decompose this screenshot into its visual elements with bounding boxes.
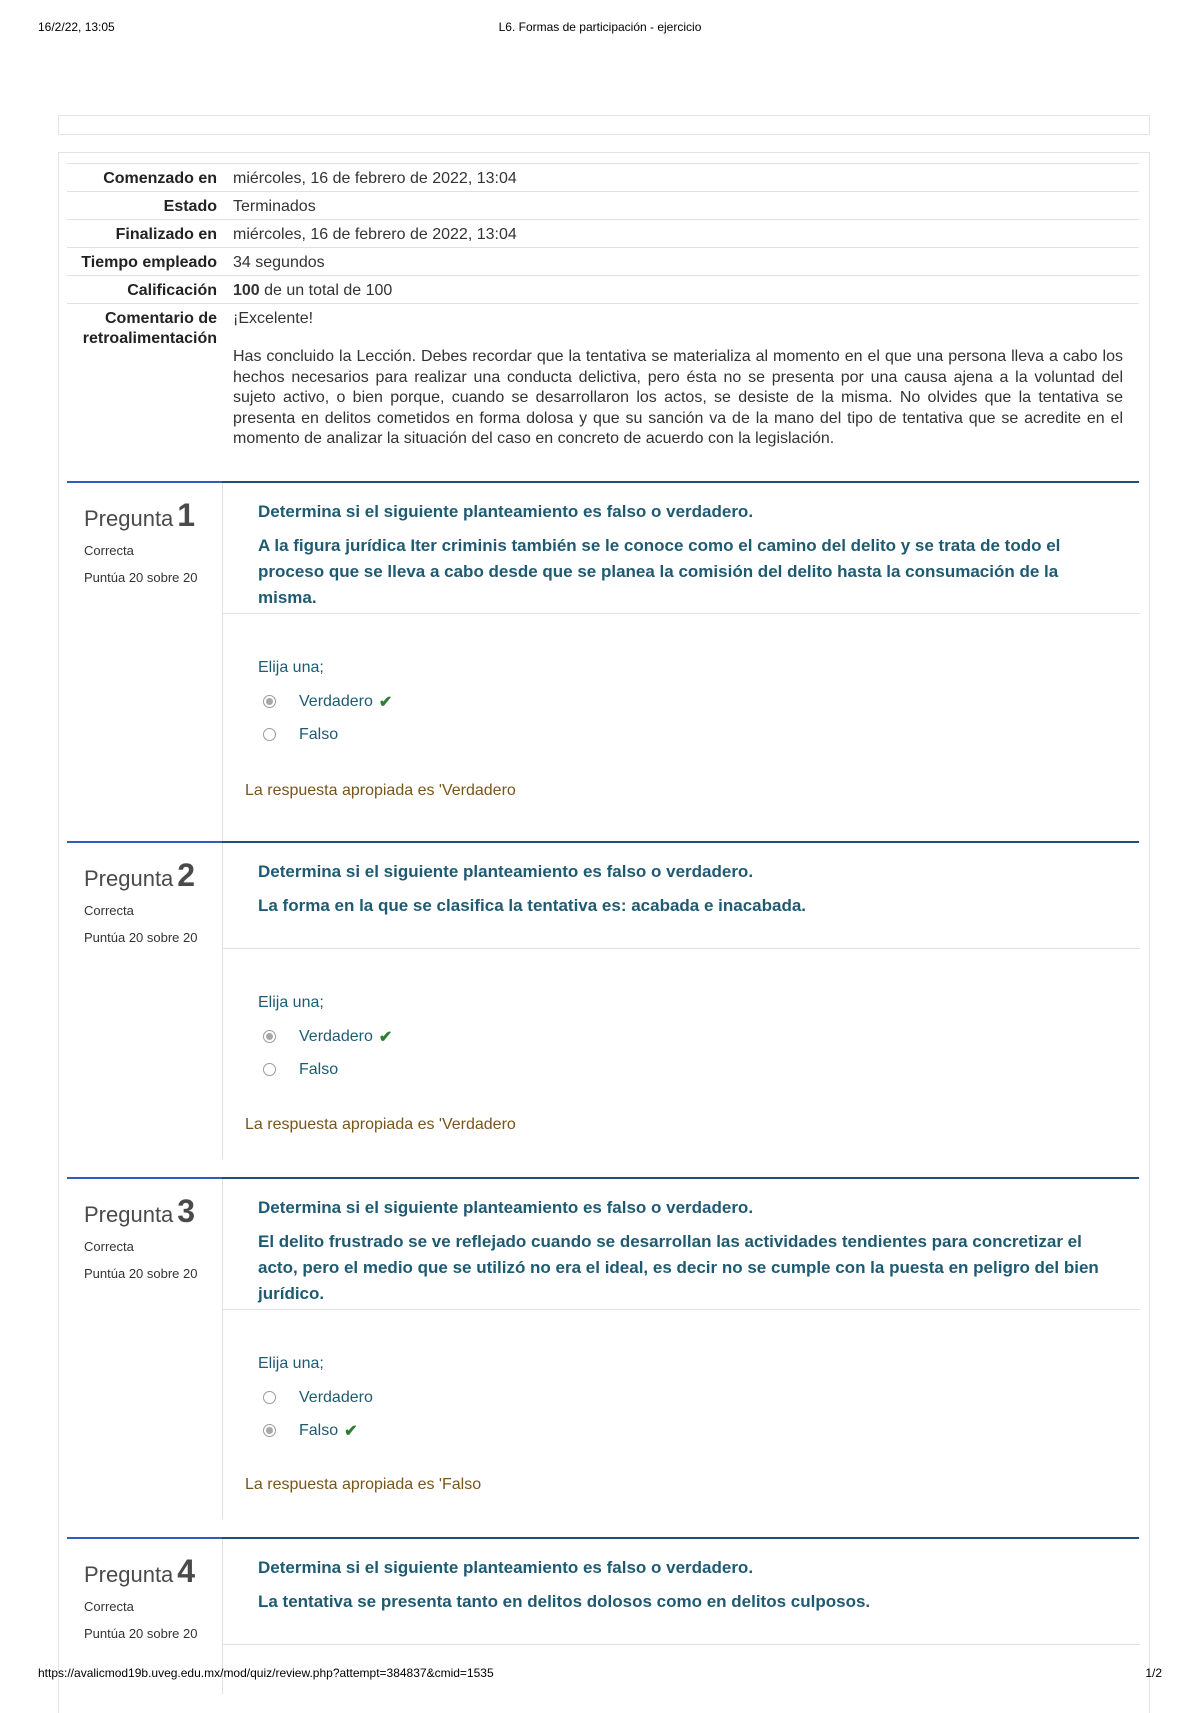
question-grade: Puntúa 20 sobre 20 [84, 930, 198, 945]
question-number [84, 497, 195, 534]
summary-label [67, 304, 225, 452]
option-verdadero[interactable] [258, 1381, 1140, 1414]
question-grade: Puntúa 20 sobre 20 [84, 1266, 198, 1281]
summary-label: Tiempo empleado [81, 254, 217, 271]
check-icon: ✔ [378, 1028, 393, 1046]
question-content [222, 483, 1140, 841]
question-divider-accent [67, 841, 222, 843]
question-state: Correcta [84, 1599, 134, 1614]
answer-block [223, 1310, 1140, 1447]
option-falso[interactable] [258, 1053, 1140, 1086]
summary-label: Finalizado en [115, 226, 217, 243]
question-formulation [223, 1179, 1140, 1310]
answer-prompt: Elija una; [258, 659, 324, 676]
question-statement: La forma en la que se clasifica la tentativa es: acabada e inacabada. [258, 896, 807, 915]
option-falso[interactable] [258, 718, 1140, 751]
option-falso[interactable] [258, 1414, 1140, 1447]
question-instruction: Determina si el siguiente planteamiento es falso o verdadero. [258, 502, 754, 521]
question-content [222, 1179, 1140, 1519]
feedback-title: ¡Excelente! [233, 310, 314, 327]
summary-label: Comenzado en [103, 170, 217, 187]
radio-unselected[interactable] [263, 728, 276, 741]
question-no: 1 [177, 497, 196, 533]
summary-value: Terminados [233, 198, 316, 215]
option-label: Falso [299, 1421, 339, 1439]
question-label: Pregunta [84, 1562, 174, 1587]
radio-unselected[interactable] [263, 1063, 276, 1076]
answer-block [223, 949, 1140, 1086]
feedback-text: Has concluido la Lección. Debes recordar que la tentativa se materializa al momento en el que una persona lleva a cabo los hechos necesarios para realizar una conducta delictiva, pero ésta no se presenta por una causa ajena a la voluntad del sujeto activo, o bien porque, cuando se desarrollaron los actos, se desiste de la misma. No olvides que la tentativa se presenta en delitos cometidos en forma dolosa y que su sanción va de la mano del tipo de tentativa que se acredite en el momento de analizar la situación del caso en concreto de acuerdo con la legislación. [233, 348, 1123, 447]
option-verdadero[interactable] [258, 685, 1140, 718]
summary-row-finished [67, 220, 1139, 248]
feedback-content [225, 304, 1139, 452]
summary-label: Calificación [127, 282, 217, 299]
question-divider-accent [67, 481, 222, 483]
question-instruction: Determina si el siguiente planteamiento es falso o verdadero. [258, 862, 754, 881]
grade-total: de un total de 100 [259, 282, 393, 299]
print-date: 16/2/22, 13:05 [38, 20, 115, 34]
question-divider-accent [67, 1537, 222, 1539]
question-number [84, 1553, 195, 1590]
question-instruction: Determina si el siguiente planteamiento es falso o verdadero. [258, 1558, 754, 1577]
question-label: Pregunta [84, 506, 174, 531]
print-header [38, 20, 1162, 36]
question-divider-accent [67, 1177, 222, 1179]
summary-value: miércoles, 16 de febrero de 2022, 13:04 [233, 226, 517, 243]
navigation-bar [58, 115, 1150, 135]
question-label: Pregunta [84, 866, 174, 891]
option-verdadero[interactable] [258, 1020, 1140, 1053]
option-label: Verdadero [299, 1388, 373, 1406]
feedback-label-line-1: Comentario de [104, 310, 217, 327]
radio-unselected[interactable] [263, 1391, 276, 1404]
right-answer-feedback: La respuesta apropiada es 'Falso [245, 1476, 482, 1493]
summary-row-feedback [67, 304, 1139, 452]
answer-prompt: Elija una; [258, 994, 324, 1011]
question-state: Correcta [84, 903, 134, 918]
option-label: Falso [299, 725, 339, 743]
question-statement: A la figura jurídica Iter criminis también se le conoce como el camino del delito y se trata de todo el proceso que se lleva a cabo desde que se planea la comisión del delito hasta la consumación de la misma. [258, 536, 1061, 607]
option-label: Verdadero [299, 692, 373, 710]
print-footer [38, 1666, 1162, 1682]
answer-block [223, 614, 1140, 751]
question-grade: Puntúa 20 sobre 20 [84, 570, 198, 585]
question-state: Correcta [84, 1239, 134, 1254]
check-icon: ✔ [378, 693, 393, 711]
question-formulation [223, 843, 1140, 949]
question-state: Correcta [84, 543, 134, 558]
radio-selected[interactable] [263, 1030, 276, 1043]
question-number [84, 857, 195, 894]
answer-prompt: Elija una; [258, 1355, 324, 1372]
question-2 [67, 841, 1139, 1177]
question-formulation [223, 483, 1140, 614]
question-1 [67, 481, 1139, 841]
summary-value: 34 segundos [233, 254, 325, 271]
question-no: 3 [177, 1193, 196, 1229]
print-page-number: 1/2 [1145, 1666, 1162, 1680]
question-content [222, 843, 1140, 1159]
question-grade: Puntúa 20 sobre 20 [84, 1626, 198, 1641]
check-icon: ✔ [344, 1422, 358, 1440]
question-label: Pregunta [84, 1202, 174, 1227]
question-3 [67, 1177, 1139, 1537]
question-instruction: Determina si el siguiente planteamiento es falso o verdadero. [258, 1198, 754, 1217]
right-answer-feedback: La respuesta apropiada es 'Verdadero [245, 782, 516, 799]
question-no: 4 [177, 1553, 196, 1589]
question-number [84, 1193, 195, 1230]
print-url: https://avalicmod19b.uveg.edu.mx/mod/quiz/review.php?attempt=384837&cmid=1535 [38, 1666, 494, 1680]
grade-score: 100 [233, 282, 260, 299]
feedback-label-line-2: retroalimentación [82, 330, 217, 347]
question-statement: El delito frustrado se ve reflejado cuando se desarrollan las actividades tendientes para concretizar el acto, pero el medio que se utilizó no era el ideal, es decir no se cumple con la puesta en peligro del bien jurídico. [258, 1232, 1099, 1303]
summary-value [225, 276, 1139, 303]
summary-row-state [67, 192, 1139, 220]
summary-row-grade [67, 276, 1139, 304]
right-answer-feedback: La respuesta apropiada es 'Verdadero [245, 1116, 516, 1133]
question-formulation [223, 1539, 1140, 1645]
summary-label: Estado [163, 198, 217, 215]
attempt-summary-table [67, 163, 1139, 452]
radio-selected[interactable] [263, 1424, 276, 1437]
option-label: Verdadero [299, 1027, 373, 1045]
summary-row-started [67, 164, 1139, 192]
summary-value: miércoles, 16 de febrero de 2022, 13:04 [233, 170, 517, 187]
option-label: Falso [299, 1060, 339, 1078]
question-no: 2 [177, 857, 196, 893]
print-title: L6. Formas de participación - ejercicio [498, 20, 702, 34]
radio-selected[interactable] [263, 695, 276, 708]
question-statement: La tentativa se presenta tanto en delitos dolosos como en delitos culposos. [258, 1592, 871, 1611]
summary-row-time [67, 248, 1139, 276]
quiz-review-panel [58, 152, 1150, 1713]
